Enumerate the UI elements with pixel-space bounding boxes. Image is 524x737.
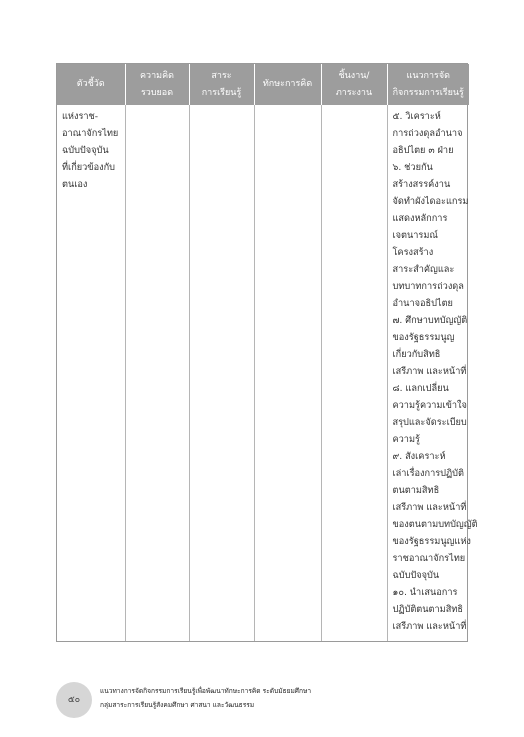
activity-text-line: สาระสำคัญและ bbox=[392, 264, 455, 275]
page-number-badge: ๕๐ bbox=[56, 682, 92, 718]
activity-text-line: ของตนตามบทบัญญัติ bbox=[392, 519, 478, 530]
indicator-text-line: ที่เกี่ยวข้องกับ bbox=[62, 162, 115, 173]
indicator-text-line: แห่งราช- bbox=[62, 111, 99, 122]
table-header-row bbox=[57, 64, 469, 105]
indicator-text-line: อาณาจักรไทย bbox=[62, 128, 119, 139]
activity-text-line: ๗. ศึกษาบทบัญญัติ bbox=[392, 315, 468, 326]
header-content: สาระ การเรียนรู้ bbox=[189, 64, 254, 105]
footer-line-1: แนวทางการจัดกิจกรรมการเรียนรู้เพื่อพัฒนาทักษะการคิด ระดับมัธยมศึกษา bbox=[100, 687, 312, 695]
activity-text-line: ของรัฐธรรมนูญแห่ง bbox=[392, 536, 471, 547]
thinking-skills-cell bbox=[254, 105, 321, 641]
activity-text-line: บทบาทการถ่วงดุล bbox=[392, 281, 464, 292]
activity-text-line: การถ่วงดุลอำนาจ bbox=[392, 128, 463, 139]
indicator-cell bbox=[57, 105, 125, 641]
activity-text-line: ความรู้ความเข้าใจ bbox=[392, 400, 467, 411]
header-tasks: ชิ้นงาน/ ภาระงาน bbox=[321, 64, 387, 105]
indicator-text-line: ตนเอง bbox=[62, 179, 88, 190]
activity-text-line: เสรีภาพ และหน้าที่ bbox=[392, 621, 467, 632]
activity-text-line: สร้างสรรค์งาน bbox=[392, 179, 451, 190]
activity-text-line: ของรัฐธรรมนูญ bbox=[392, 332, 455, 343]
tasks-cell bbox=[321, 105, 387, 641]
header-concept: ความคิด รวบยอด bbox=[125, 64, 189, 105]
indicator-text-line: ฉบับปัจจุบัน bbox=[62, 145, 109, 156]
activity-text-line: ๑๐. นำเสนอการ bbox=[392, 587, 458, 598]
activity-text-line: เล่าเรื่องการปฏิบัติ bbox=[392, 468, 464, 479]
activity-text-line: เสรีภาพ และหน้าที่ bbox=[392, 366, 467, 377]
activities-cell bbox=[387, 105, 478, 641]
activity-text-line: แสดงหลักการ bbox=[392, 213, 448, 224]
footer-caption bbox=[100, 684, 311, 712]
header-indicator: ตัวชี้วัด bbox=[57, 64, 125, 105]
activity-text-line: ความรู้ bbox=[392, 434, 420, 445]
activity-text-line: อธิปไตย ๓ ฝ่าย bbox=[392, 145, 454, 156]
activity-text-line: ตนตามสิทธิ bbox=[392, 485, 440, 496]
activity-text-line: ราชอาณาจักรไทย bbox=[392, 553, 466, 564]
activity-text-line: ปฏิบัติตนตามสิทธิ bbox=[392, 604, 463, 615]
concept-cell bbox=[125, 105, 189, 641]
activity-text-line: ๖. ช่วยกัน bbox=[392, 162, 433, 173]
footer-line-2: กลุ่มสาระการเรียนรู้สังคมศึกษา ศาสนา และวัฒนธรรม bbox=[100, 701, 255, 709]
activity-text-line: ๙. สังเคราะห์ bbox=[392, 451, 446, 462]
activity-text-line: ฉบับปัจจุบัน bbox=[392, 570, 440, 581]
activity-text-line: โครงสร้าง bbox=[392, 247, 434, 258]
activity-text-line: ๘. แลกเปลี่ยน bbox=[392, 383, 449, 394]
activity-text-line: เสรีภาพ และหน้าที่ bbox=[392, 502, 467, 513]
activity-text-line: สรุปและจัดระเบียบ bbox=[392, 417, 467, 428]
activity-text-line: เกี่ยวกับสิทธิ bbox=[392, 349, 441, 360]
activity-text-line: ๕. วิเคราะห์ bbox=[392, 111, 441, 122]
activity-text-line: เจตนารมณ์ bbox=[392, 230, 438, 241]
activity-text-line: อำนาจอธิปไตย bbox=[392, 298, 453, 309]
header-thinking-skills: ทักษะการคิด bbox=[254, 64, 321, 105]
curriculum-table bbox=[56, 63, 478, 642]
activity-text-line: จัดทำผังไดอะแกรม bbox=[392, 196, 469, 207]
header-activities: แนวการจัด กิจกรรมการเรียนรู้ bbox=[387, 64, 469, 105]
learning-plan-table bbox=[57, 64, 478, 641]
content-cell bbox=[189, 105, 254, 641]
table-row bbox=[57, 105, 469, 641]
